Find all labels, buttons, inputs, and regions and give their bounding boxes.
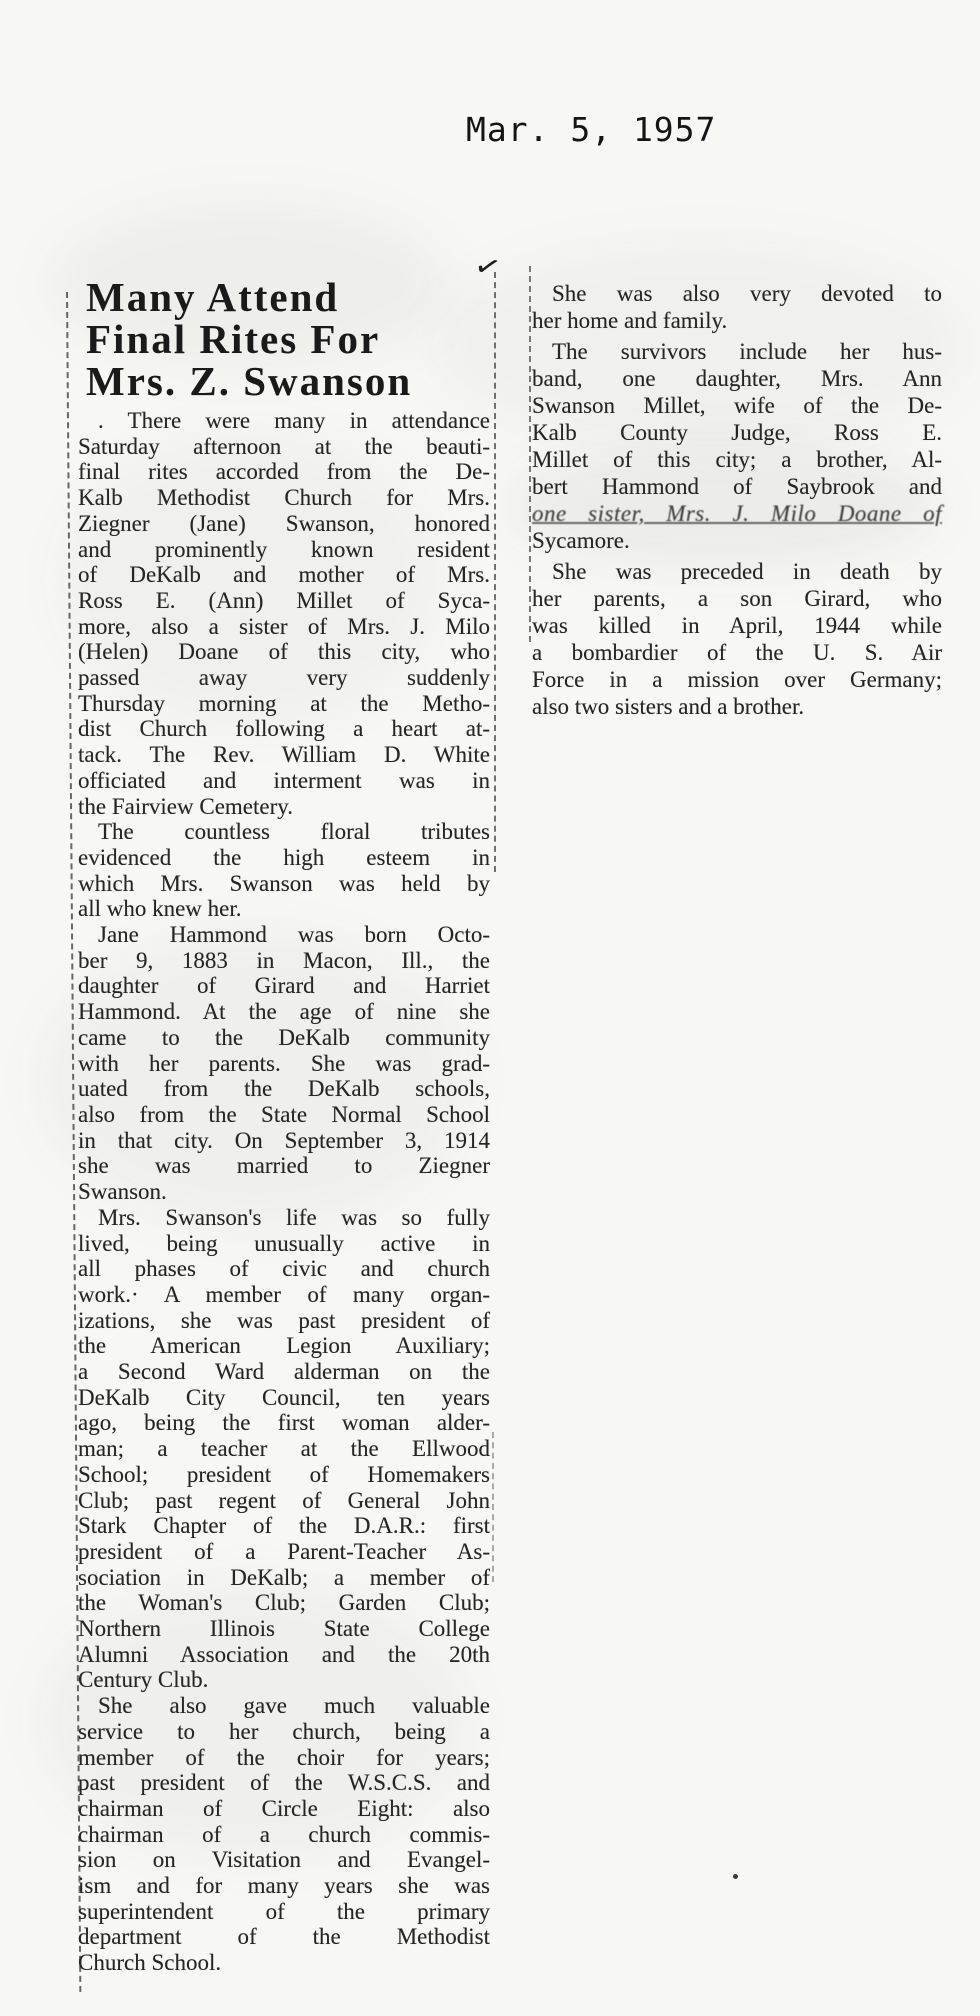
text-line: past president of the W.S.C.S. and (78, 1770, 490, 1796)
check-mark-icon: ✓ (470, 247, 505, 286)
text-line: She also gave much valuable (98, 1693, 490, 1719)
text-line: with her parents. She was grad- (78, 1050, 490, 1076)
text-line: which Mrs. Swanson was held by (78, 870, 490, 896)
text-line: a bombardier of the U. S. Air (532, 640, 942, 665)
text-line: ber 9, 1883 in Macon, Ill., the (78, 947, 490, 973)
text-line: Swanson Millet, wife of the De- (532, 393, 942, 418)
clipping-date: Mar. 5, 1957 (466, 110, 717, 149)
text-line: Thursday morning at the Metho- (78, 690, 490, 716)
text-line: School; president of Homemakers (78, 1461, 490, 1487)
text-line: and prominently known resident (78, 536, 490, 562)
paragraph (78, 1205, 490, 1693)
text-line: more, also a sister of Mrs. J. Milo (78, 613, 490, 639)
text-line: evidenced the high esteem in (78, 844, 490, 870)
text-line: Northern Illinois State College (78, 1616, 490, 1642)
text-line: ago, being the first woman alder- (78, 1410, 490, 1436)
text-line: Millet of this city; a brother, Al- (532, 447, 942, 472)
text-line: all phases of civic and church (78, 1256, 490, 1282)
right-column-text (532, 280, 942, 720)
text-line: Church School. (78, 1950, 222, 1976)
text-line: the Woman's Club; Garden Club; (78, 1590, 490, 1616)
text-line: chairman of a church commis- (78, 1821, 490, 1847)
text-line: chairman of Circle Eight: also (78, 1795, 490, 1821)
column-rule-middle (494, 272, 496, 872)
column-rule-middle-lower (492, 1432, 494, 1582)
text-line: tack. The Rev. William D. White (78, 742, 490, 768)
headline-line: Final Rites For (86, 316, 381, 362)
headline-line: Mrs. Z. Swanson (86, 358, 413, 404)
text-line: bert Hammond of Saybrook and (532, 474, 942, 499)
text-line: member of the choir for years; (78, 1744, 490, 1770)
text-line: man; a teacher at the Ellwood (78, 1436, 490, 1462)
text-line: The survivors include her hus- (552, 339, 942, 364)
text-line: also from the State Normal School (78, 1101, 490, 1127)
text-line: ism and for many years she was (78, 1873, 490, 1899)
text-line: work.· A member of many organ- (78, 1281, 490, 1307)
paragraph (532, 338, 942, 554)
text-line: She was preceded in death by (552, 559, 942, 584)
text-line: sion on Visitation and Evangel- (78, 1847, 490, 1873)
text-line: sociation in DeKalb; a member of (78, 1564, 490, 1590)
ink-dot (733, 1874, 738, 1879)
text-line: superintendent of the primary (78, 1898, 490, 1924)
article-headline (86, 276, 490, 402)
headline-line: Many Attend (86, 274, 340, 320)
text-line: She was also very devoted to (552, 281, 942, 306)
text-line: uated from the DeKalb schools, (78, 1076, 490, 1102)
text-line: DeKalb City Council, ten years (78, 1384, 490, 1410)
text-line: Jane Hammond was born Octo- (98, 922, 490, 948)
text-line: passed away very suddenly (78, 665, 490, 691)
text-line: Alumni Association and the 20th (78, 1641, 490, 1667)
paragraph (78, 922, 490, 1205)
paragraph (78, 408, 490, 819)
column-rule-right-column (529, 266, 531, 642)
text-line: a Second Ward alderman on the (78, 1359, 490, 1385)
left-column-text (78, 408, 490, 1976)
text-line: Stark Chapter of the D.A.R.: first (78, 1513, 490, 1539)
text-line: service to her church, being a (78, 1718, 490, 1744)
text-line: she was married to Ziegner (78, 1153, 490, 1179)
text-line: Force in a mission over Germany; (532, 667, 942, 692)
text-line: Club; past regent of General John (78, 1487, 490, 1513)
text-line: also two sisters and a brother. (532, 694, 805, 719)
text-line: her parents, a son Girard, who (532, 586, 942, 611)
text-line: . There were many in attendance (98, 408, 490, 433)
text-line: dist Church following a heart at- (78, 716, 490, 742)
text-line: in that city. On September 3, 1914 (78, 1127, 490, 1153)
text-line: president of a Parent-Teacher As- (78, 1538, 490, 1564)
text-line: izations, she was past president of (78, 1307, 490, 1333)
text-line: the Fairview Cemetery. (78, 793, 294, 819)
text-line: (Helen) Doane of this city, who (78, 639, 490, 665)
right-column (532, 280, 942, 724)
paragraph (532, 558, 942, 720)
text-line: one sister, Mrs. J. Milo Doane of (532, 501, 942, 526)
text-line: the American Legion Auxiliary; (78, 1333, 490, 1359)
text-line: Ross E. (Ann) Millet of Syca- (78, 587, 490, 613)
text-line: department of the Methodist (78, 1924, 490, 1950)
text-line: was killed in April, 1944 while (532, 613, 942, 638)
text-line: officiated and interment was in (78, 767, 490, 793)
text-line: band, one daughter, Mrs. Ann (532, 366, 942, 391)
left-column (78, 276, 490, 1976)
text-line: Sycamore. (532, 528, 630, 553)
text-line: Mrs. Swanson's life was so fully (98, 1204, 490, 1230)
text-line: Century Club. (78, 1667, 209, 1693)
text-line: The countless floral tributes (98, 819, 490, 845)
text-line: Swanson. (78, 1179, 167, 1205)
text-line: Hammond. At the age of nine she (78, 999, 490, 1025)
text-line: Kalb Methodist Church for Mrs. (78, 485, 490, 511)
text-line: Saturday afternoon at the beauti- (78, 433, 490, 459)
text-line: of DeKalb and mother of Mrs. (78, 562, 490, 588)
text-line: came to the DeKalb community (78, 1024, 490, 1050)
text-line: daughter of Girard and Harriet (78, 973, 490, 999)
text-line: Kalb County Judge, Ross E. (532, 420, 942, 445)
text-line: all who knew her. (78, 896, 242, 922)
paragraph (532, 280, 942, 334)
text-line: final rites accorded from the De- (78, 459, 490, 485)
paragraph (78, 1693, 490, 1976)
text-line: lived, being unusually active in (78, 1230, 490, 1256)
text-line: her home and family. (532, 308, 728, 333)
paragraph (78, 819, 490, 922)
text-line: Ziegner (Jane) Swanson, honored (78, 510, 490, 536)
